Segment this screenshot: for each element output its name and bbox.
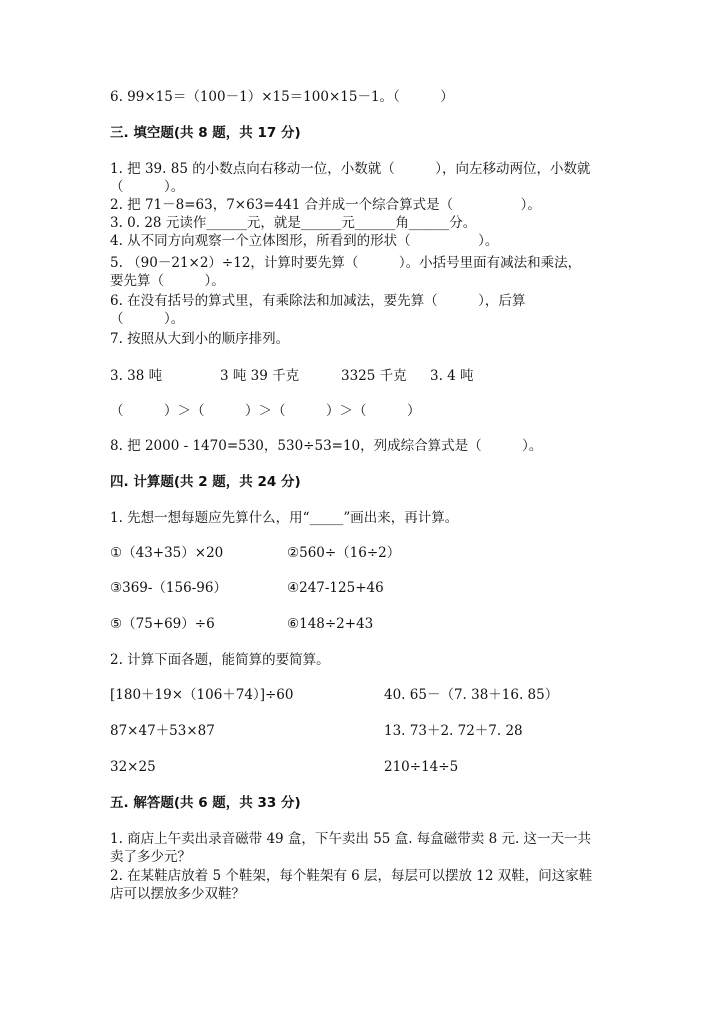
- fill-question-1: 1. 把 39. 85 的小数点向右移动一位，小数就（ ），向左移动两位，小数就: [110, 161, 591, 177]
- fill-question-6: 6. 在没有括号的算式里，有乘除法和加减法，要先算（ ），后算: [110, 293, 526, 309]
- fill-question-2: 2. 把 71－8=63，7×63=441 合并成一个综合算式是（ ）。: [110, 197, 541, 213]
- answer-question-1: 1. 商店上午卖出录音磁带 49 盒，下午卖出 55 盒. 每盒磁带卖 8 元. 这一天一共: [110, 831, 592, 847]
- calc-item: ③369-（156-96）: [110, 580, 227, 596]
- fill-question-7: 7. 按照从大到小的顺序排列。: [110, 331, 290, 347]
- calc-question-2: 2. 计算下面各题，能简算的要简算。: [110, 652, 330, 668]
- fill-question-4: 4. 从不同方向观察一个立体图形，所看到的形状（ ）。: [110, 233, 499, 249]
- fill-question-5-cont: 要先算（ ）。: [110, 273, 225, 289]
- calc-item: ④247-125+46: [287, 580, 384, 596]
- section-4-title: 四. 计算题(共 2 题，共 24 分): [110, 474, 301, 490]
- calc-item: ①（43+35）×20: [110, 545, 224, 561]
- section-5-title: 五. 解答题(共 6 题，共 33 分): [110, 795, 301, 811]
- answer-question-1-cont: 卖了多少元？: [110, 849, 191, 865]
- answer-question-2: 2. 在某鞋店放着 5 个鞋架，每个鞋架有 6 层，每层可以摆放 12 双鞋，问这家鞋: [110, 868, 593, 884]
- weight-item: 3325 千克: [341, 368, 407, 384]
- weight-item: 3. 38 吨: [110, 368, 163, 384]
- fill-question-1-cont: （ ）。: [110, 179, 185, 195]
- calc-item: ⑥148÷2+43: [287, 616, 374, 632]
- calc-item: ②560÷（16÷2）: [287, 545, 401, 561]
- answer-question-2-cont: 店可以摆放多少双鞋？: [110, 886, 245, 902]
- section-3-title: 三. 填空题(共 8 题，共 17 分): [110, 125, 301, 141]
- fill-question-8: 8. 把 2000 - 1470=530，530÷53=10，列成综合算式是（ ）。: [110, 438, 543, 454]
- ordering-blanks: （ ）＞（ ）＞（ ）＞（ ）: [110, 403, 421, 419]
- simplify-item: 40. 65－（7. 38＋16. 85）: [384, 687, 559, 703]
- fill-question-3: 3. 0. 28 元读作______元，就是______元______角______分。: [110, 215, 477, 231]
- calc-item: ⑤（75+69）÷6: [110, 616, 215, 632]
- fill-question-6-cont: （ ）。: [110, 311, 185, 327]
- fill-question-5: 5. （90－21×2）÷12，计算时要先算（ ）。小括号里面有减法和乘法，: [110, 255, 582, 271]
- simplify-item: 210÷14÷5: [384, 759, 459, 775]
- weight-item: 3 吨 39 千克: [220, 368, 300, 384]
- simplify-item: [180＋19×（106＋74）]÷60: [110, 687, 294, 703]
- simplify-item: 32×25: [110, 759, 156, 775]
- weight-item: 3. 4 吨: [430, 368, 474, 384]
- simplify-item: 87×47＋53×87: [110, 723, 215, 739]
- simplify-item: 13. 73＋2. 72＋7. 28: [384, 723, 523, 739]
- calc-question-1: 1. 先想一想每题应先算什么，用“_____”画出来，再计算。: [110, 510, 459, 526]
- judge-question-6: 6. 99×15＝（100－1）×15＝100×15－1。（ ）: [110, 89, 454, 105]
